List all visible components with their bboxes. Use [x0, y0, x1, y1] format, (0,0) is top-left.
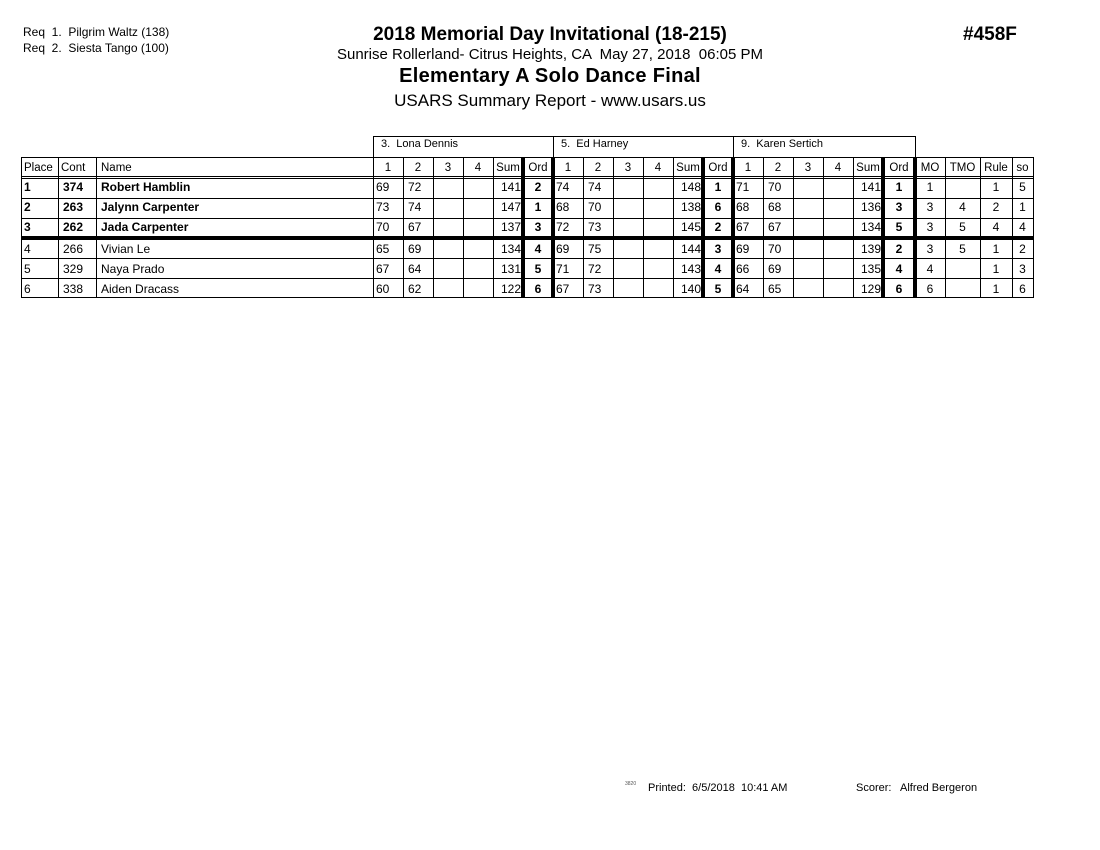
judge1-score4-cell — [463, 260, 493, 279]
skater-name-cell: Robert Hamblin — [101, 180, 191, 194]
judge2-score4-cell — [643, 178, 673, 197]
judge3-sum-cell: 129 — [860, 282, 881, 296]
judge2-score2-cell: 73 — [588, 282, 602, 296]
skater-name-cell: Jalynn Carpenter — [101, 200, 200, 214]
col-header-cont: Cont — [61, 162, 86, 174]
col-header-judge2-s2: 2 — [594, 162, 602, 174]
grid-line — [373, 157, 915, 158]
judge3-ordinal-cell: 6 — [895, 282, 903, 296]
judge2-score4-cell — [643, 198, 673, 217]
judge1-ordinal-cell: 4 — [534, 242, 542, 256]
col-header-judge3-ord: Ord — [889, 162, 909, 174]
skater-name-cell: Vivian Le — [101, 242, 151, 256]
col-header-judge1-sum: Sum — [496, 162, 520, 174]
grid-line — [21, 157, 22, 298]
judge3-score2-cell: 67 — [768, 220, 782, 234]
judge3-score3-cell — [793, 198, 823, 217]
judge2-score1-cell: 72 — [556, 220, 570, 234]
rule-cell: 4 — [992, 220, 1000, 234]
judge3-score1-cell: 68 — [736, 200, 750, 214]
grid-line — [915, 157, 1034, 158]
judge1-score4-cell — [463, 218, 493, 237]
judge3-ordinal-cell: 5 — [895, 220, 903, 234]
competition-title: 2018 Memorial Day Invitational (18-215) — [373, 24, 727, 45]
requirement-2: Req 2. Siesta Tango (100) — [23, 41, 169, 55]
grid-line — [673, 157, 674, 298]
mo-cell: 4 — [926, 262, 934, 276]
so-cell: 2 — [1019, 242, 1026, 256]
col-header-judge1-s2: 2 — [414, 162, 422, 174]
skater-name-cell: Jada Carpenter — [101, 220, 189, 234]
grid-line — [583, 157, 584, 298]
judge1-score1-cell: 69 — [376, 180, 390, 194]
judge1-score1-cell: 73 — [376, 200, 390, 214]
judge1-score2-cell: 72 — [408, 180, 422, 194]
so-cell: 6 — [1019, 282, 1026, 296]
cont-cell: 374 — [63, 180, 84, 194]
rule-cell: 1 — [992, 242, 1000, 256]
so-cell: 4 — [1019, 220, 1026, 234]
grid-line — [1012, 157, 1013, 298]
grid-line — [853, 157, 854, 298]
judge3-score1-cell: 66 — [736, 262, 750, 276]
grid-line — [1033, 157, 1034, 298]
judge3-score4-cell — [823, 198, 853, 217]
col-header-rule: Rule — [984, 162, 1008, 174]
judge3-sum-cell: 135 — [860, 262, 881, 276]
so-cell: 1 — [1019, 200, 1026, 214]
judge1-score2-cell: 62 — [408, 282, 422, 296]
place-cell: 3 — [24, 220, 31, 234]
rule-cell: 2 — [992, 200, 1000, 214]
judge3-sum-cell: 139 — [860, 242, 881, 256]
judge1-score4-cell — [463, 240, 493, 259]
grid-line — [403, 157, 404, 298]
judge1-score2-cell: 69 — [408, 242, 422, 256]
judge-header-3: 9. Karen Sertich — [733, 136, 916, 157]
grid-line — [913, 157, 917, 298]
tmo-cell: 5 — [959, 242, 966, 256]
grid-line — [823, 157, 824, 298]
judge2-ordinal-cell: 5 — [714, 282, 722, 296]
so-cell: 3 — [1019, 262, 1026, 276]
tmo-cell — [945, 260, 980, 279]
col-header-judge1-s1: 1 — [384, 162, 392, 174]
judge1-ordinal-cell: 5 — [534, 262, 542, 276]
judge2-sum-cell: 143 — [680, 262, 701, 276]
judge1-score3-cell — [433, 260, 463, 279]
judge1-sum-cell: 147 — [500, 200, 521, 214]
rule-cell: 1 — [992, 180, 1000, 194]
judge2-sum-cell: 138 — [680, 200, 701, 214]
judge2-score3-cell — [613, 260, 643, 279]
judge1-score1-cell: 70 — [376, 220, 390, 234]
judge2-score4-cell — [643, 240, 673, 259]
judge2-score1-cell: 69 — [556, 242, 570, 256]
judge1-sum-cell: 134 — [500, 242, 521, 256]
report-code: 3820 — [625, 781, 637, 787]
col-header-so: so — [1016, 162, 1029, 174]
col-header-judge3-sum: Sum — [856, 162, 880, 174]
judge2-score1-cell: 68 — [556, 200, 570, 214]
grid-line — [701, 157, 705, 298]
place-cell: 6 — [24, 282, 31, 296]
col-header-judge2-sum: Sum — [676, 162, 700, 174]
grid-line — [643, 157, 644, 298]
judge1-ordinal-cell: 1 — [534, 200, 542, 214]
judge1-score3-cell — [433, 240, 463, 259]
judge3-score1-cell: 69 — [736, 242, 750, 256]
col-header-judge1-s3: 3 — [444, 162, 452, 174]
grid-line — [463, 157, 464, 298]
col-header-judge2-ord: Ord — [708, 162, 728, 174]
col-header-judge2-s1: 1 — [564, 162, 572, 174]
judge3-ordinal-cell: 2 — [895, 242, 903, 256]
printed-timestamp: Printed: 6/5/2018 10:41 AM — [648, 782, 788, 794]
judge1-score1-cell: 67 — [376, 262, 390, 276]
judge2-ordinal-cell: 2 — [714, 220, 722, 234]
judge2-sum-cell: 140 — [680, 282, 701, 296]
judge1-score3-cell — [433, 178, 463, 197]
mo-cell: 1 — [926, 180, 934, 194]
judge2-score1-cell: 71 — [556, 262, 570, 276]
judge1-score1-cell: 65 — [376, 242, 390, 256]
judge1-sum-cell: 131 — [500, 262, 521, 276]
place-cell: 5 — [24, 262, 31, 276]
requirement-1: Req 1. Pilgrim Waltz (138) — [23, 25, 170, 39]
grid-line — [373, 157, 374, 298]
so-cell: 5 — [1019, 180, 1026, 194]
grid-line — [551, 157, 555, 298]
mo-cell: 3 — [926, 220, 934, 234]
judge2-score2-cell: 72 — [588, 262, 602, 276]
venue-line: Sunrise Rollerland- Citrus Heights, CA May 27, 2018 06:05 PM — [336, 46, 764, 63]
col-header-place: Place — [24, 162, 53, 174]
event-name: Elementary A Solo Dance Final — [399, 65, 701, 87]
judge3-score2-cell: 65 — [768, 282, 782, 296]
judge2-score1-cell: 67 — [556, 282, 570, 296]
mo-cell: 3 — [926, 242, 934, 256]
judge2-score3-cell — [613, 240, 643, 259]
col-header-judge3-s2: 2 — [774, 162, 782, 174]
grid-line — [96, 157, 97, 298]
place-cell: 1 — [24, 180, 31, 194]
judge1-ordinal-cell: 6 — [534, 282, 542, 296]
col-header-mo: MO — [920, 162, 940, 174]
judge1-sum-cell: 137 — [500, 220, 521, 234]
judge1-score2-cell: 64 — [408, 262, 422, 276]
judge2-score3-cell — [613, 218, 643, 237]
judge2-sum-cell: 148 — [680, 180, 701, 194]
judge2-score3-cell — [613, 178, 643, 197]
cont-cell: 338 — [63, 282, 84, 296]
col-header-judge1-ord: Ord — [528, 162, 548, 174]
judge2-score1-cell: 74 — [556, 180, 570, 194]
judge2-score2-cell: 74 — [588, 180, 602, 194]
judge3-ordinal-cell: 4 — [895, 262, 903, 276]
judge2-score2-cell: 75 — [588, 242, 602, 256]
judge2-sum-cell: 144 — [680, 242, 701, 256]
judge3-ordinal-cell: 3 — [895, 200, 903, 214]
judge2-score2-cell: 70 — [588, 200, 602, 214]
judge3-score3-cell — [793, 240, 823, 259]
event-number: #458F — [963, 24, 1017, 45]
mo-cell: 3 — [926, 200, 934, 214]
grid-line — [945, 157, 946, 298]
place-cell: 2 — [24, 200, 31, 214]
grid-line — [763, 157, 764, 298]
judge1-score2-cell: 74 — [408, 200, 422, 214]
judge3-score2-cell: 68 — [768, 200, 782, 214]
judge-header-2: 5. Ed Harney — [553, 136, 734, 157]
judge3-sum-cell: 136 — [860, 200, 881, 214]
judge2-ordinal-cell: 1 — [714, 180, 722, 194]
judge-header-1: 3. Lona Dennis — [373, 136, 554, 157]
judge1-ordinal-cell: 3 — [534, 220, 542, 234]
judge3-score2-cell: 70 — [768, 180, 782, 194]
judge3-score3-cell — [793, 218, 823, 237]
judge3-score4-cell — [823, 218, 853, 237]
judge3-sum-cell: 134 — [860, 220, 881, 234]
judge3-ordinal-cell: 1 — [895, 180, 903, 194]
grid-line — [793, 157, 794, 298]
judge3-score1-cell: 64 — [736, 282, 750, 296]
judge2-ordinal-cell: 6 — [714, 200, 722, 214]
skater-name-cell: Aiden Dracass — [101, 282, 180, 296]
judge3-score4-cell — [823, 240, 853, 259]
col-header-judge2-s3: 3 — [624, 162, 632, 174]
cont-cell: 266 — [63, 242, 84, 256]
report-title: USARS Summary Report - www.usars.us — [394, 91, 706, 110]
judge3-score2-cell: 69 — [768, 262, 782, 276]
tmo-cell — [945, 178, 980, 197]
tmo-cell: 5 — [959, 220, 966, 234]
judge2-score4-cell — [643, 218, 673, 237]
judge2-ordinal-cell: 3 — [714, 242, 722, 256]
judge1-ordinal-cell: 2 — [534, 180, 542, 194]
judge2-score4-cell — [643, 260, 673, 279]
col-header-judge3-s3: 3 — [804, 162, 812, 174]
grid-line — [731, 157, 735, 298]
rule-cell: 1 — [992, 262, 1000, 276]
judge3-score4-cell — [823, 178, 853, 197]
judge1-sum-cell: 122 — [500, 282, 521, 296]
grid-line — [493, 157, 494, 298]
col-header-tmo: TMO — [949, 162, 976, 174]
cont-cell: 262 — [63, 220, 84, 234]
skater-name-cell: Naya Prado — [101, 262, 165, 276]
col-header-judge3-s4: 4 — [834, 162, 842, 174]
cont-cell: 329 — [63, 262, 84, 276]
col-header-judge2-s4: 4 — [654, 162, 662, 174]
col-header-judge1-s4: 4 — [474, 162, 482, 174]
grid-line — [881, 157, 885, 298]
judge1-score3-cell — [433, 198, 463, 217]
grid-line — [58, 157, 59, 298]
rule-cell: 1 — [992, 282, 1000, 296]
judge1-sum-cell: 141 — [500, 180, 521, 194]
judge3-sum-cell: 141 — [860, 180, 881, 194]
judge2-score2-cell: 73 — [588, 220, 602, 234]
judge1-score2-cell: 67 — [408, 220, 422, 234]
grid-line — [980, 157, 981, 298]
grid-line — [613, 157, 614, 298]
grid-line — [433, 157, 434, 298]
col-header-name: Name — [101, 162, 132, 174]
judge3-score3-cell — [793, 178, 823, 197]
judge1-score4-cell — [463, 198, 493, 217]
scorer-name: Scorer: Alfred Bergeron — [856, 782, 978, 794]
judge3-score2-cell: 70 — [768, 242, 782, 256]
mo-cell: 6 — [926, 282, 934, 296]
place-cell: 4 — [24, 242, 31, 256]
cont-cell: 263 — [63, 200, 84, 214]
tmo-cell: 4 — [959, 200, 966, 214]
judge1-score1-cell: 60 — [376, 282, 390, 296]
judge1-score4-cell — [463, 178, 493, 197]
judge3-score3-cell — [793, 260, 823, 279]
judge3-score1-cell: 67 — [736, 220, 750, 234]
grid-line — [521, 157, 525, 298]
judge3-score4-cell — [823, 260, 853, 279]
judge3-score1-cell: 71 — [736, 180, 750, 194]
grid-line — [21, 157, 373, 158]
judge2-ordinal-cell: 4 — [714, 262, 722, 276]
judge2-score3-cell — [613, 198, 643, 217]
judge2-sum-cell: 145 — [680, 220, 701, 234]
judge1-score3-cell — [433, 218, 463, 237]
col-header-judge3-s1: 1 — [744, 162, 752, 174]
